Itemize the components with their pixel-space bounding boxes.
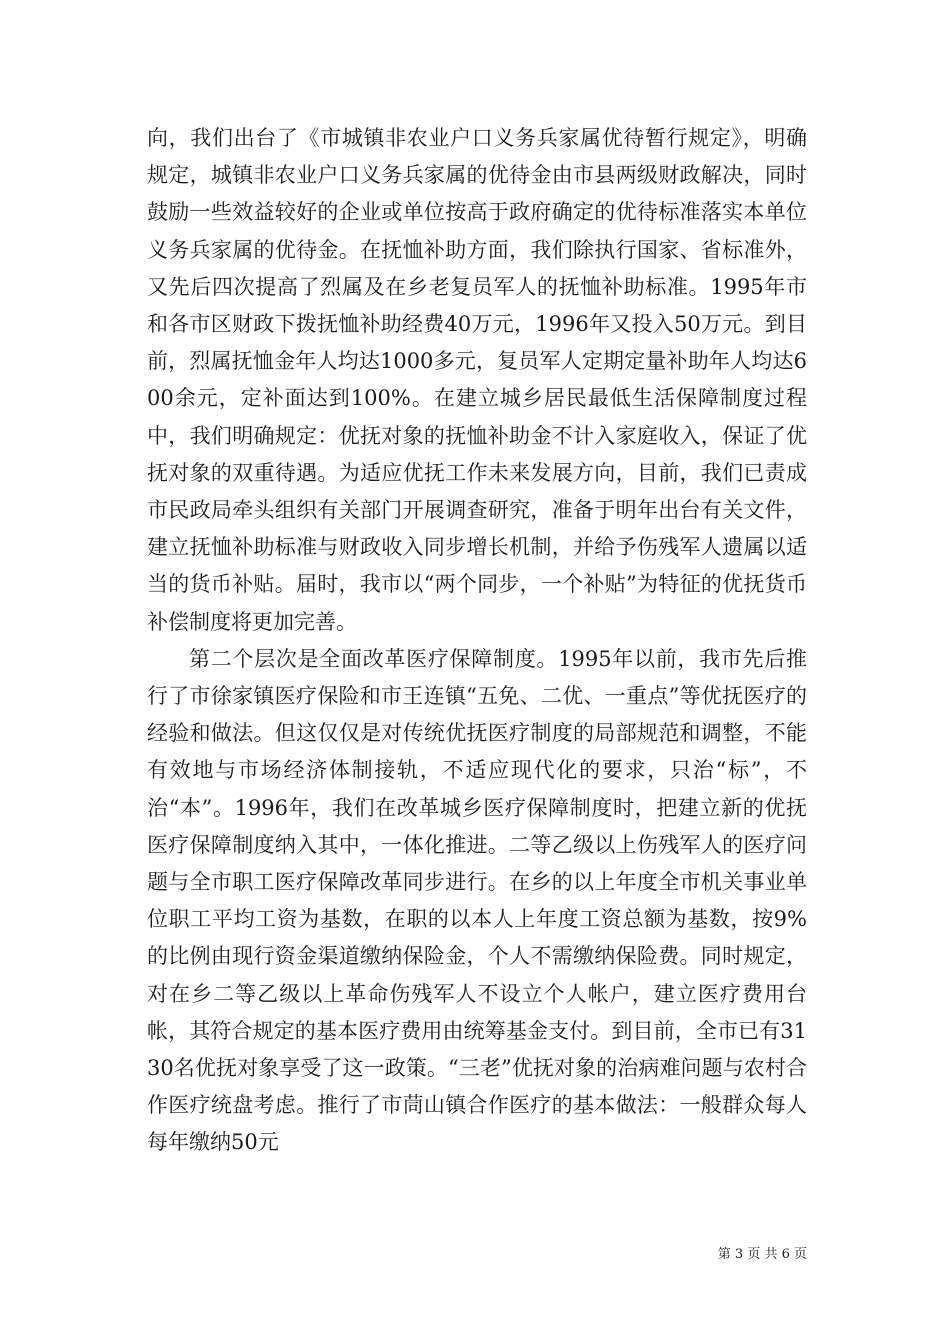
page-number-footer: 第 3 页 共 6 页	[717, 1247, 807, 1262]
paragraph-medical-reform: 第二个层次是全面改革医疗保障制度。1995年以前，我市先后推行了市徐家镇医疗保险和市王连镇“五免、二优、一重点”等优抚医疗的经验和做法。但这仅仅是对传统优抚医疗制度的局部规范和调整，不能有效地与市场经济体制接轨，不适应现代化的要求，只治“标”，不治“本”。1996年，我们在改革城乡医疗保障制度时，把建立新的优抚医疗保障制度纳入其中，一体化推进。二等乙级以上伤残军人的医疗问题与全市职工医疗保障改革同步进行。在乡的以上年度全市机关事业单位职工平均工资为基数，在职的以本人上年度工资总额为基数，按9%的比例由现行资金渠道缴纳保险金，个人不需缴纳保险费。同时规定，对在乡二等乙级以上革命伤残军人不设立个人帐户，建立医疗费用台帐，其符合规定的基本医疗费用由统筹基金支付。到目前，全市已有3130名优抚对象享受了这一政策。“三老”优抚对象的治病难问题与农村合作医疗统盘考虑。推行了市茼山镇合作医疗的基本做法：一般群众每人每年缴纳50元	[147, 646, 807, 1155]
document-body	[147, 120, 807, 1162]
paragraph-continued: 向，我们出台了《市城镇非农业户口义务兵家属优待暂行规定》，明确规定，城镇非农业户口义务兵家属的优待金由市县两级财政解决，同时鼓励一些效益较好的企业或单位按高于政府确定的优待标准落实本单位义务兵家属的优待金。在抚恤补助方面，我们除执行国家、省标准外，又先后四次提高了烈属及在乡老复员军人的抚恤补助标准。1995年市和各市区财政下拨抚恤补助经费40万元，1996年又投入50万元。到目前，烈属抚恤金年人均达1000多元，复员军人定期定量补助年人均达600余元，定补面达到100%。在建立城乡居民最低生活保障制度过程中，我们明确规定：优抚对象的抚恤补助金不计入家庭收入，保证了优抚对象的双重待遇。为适应优抚工作未来发展方向，目前，我们已责成市民政局牵头组织有关部门开展调查研究，准备于明年出台有关文件，建立抚恤补助标准与财政收入同步增长机制，并给予伤残军人遗属以适当的货币补贴。届时，我市以“两个同步，一个补贴”为特征的优抚货币补偿制度将更加完善。	[147, 126, 807, 634]
